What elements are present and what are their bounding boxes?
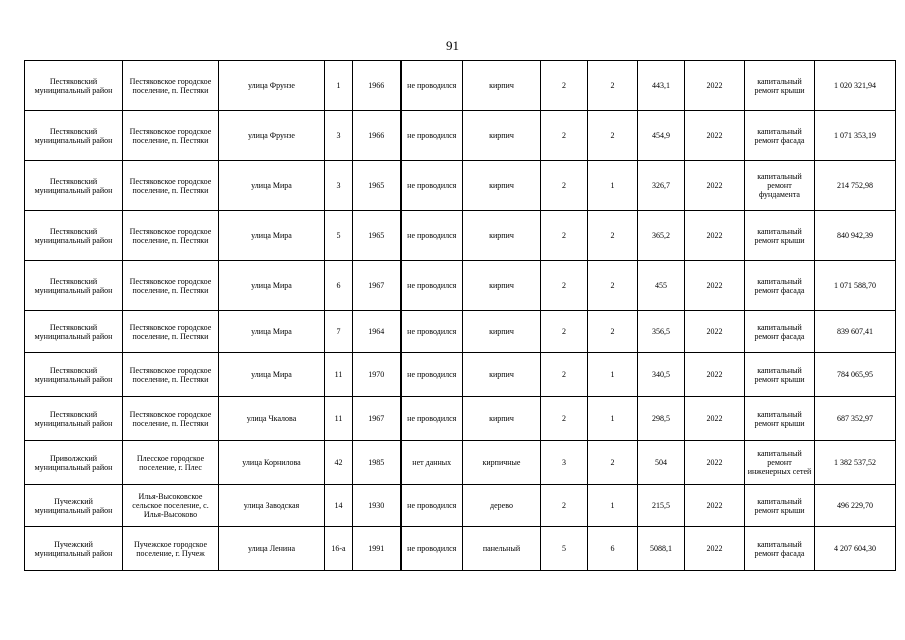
construction-year-cell: 1965 [353,211,401,261]
area-cell: 443,1 [638,61,685,111]
table-row [25,353,896,397]
plan-year-cell: 2022 [685,441,745,485]
district-cell: Пестяковский муниципальный район [25,397,123,441]
plan-year-cell: 2022 [685,111,745,161]
house-number-cell: 11 [325,397,353,441]
district-cell: Пестяковский муниципальный район [25,311,123,353]
floors-cell: 2 [541,161,588,211]
cost-cell: 1 382 537,52 [815,441,896,485]
entrances-cell: 2 [588,441,638,485]
district-cell: Пучежский муниципальный район [25,527,123,571]
settlement-cell: Пучежское городское поселение, г. Пучеж [123,527,219,571]
work-type-cell: капитальный ремонт инженерных сетей [745,441,815,485]
district-cell: Пучежский муниципальный район [25,485,123,527]
street-cell: улица Мира [219,311,325,353]
settlement-cell: Плесское городское поселение, г. Плес [123,441,219,485]
work-type-cell: капитальный ремонт фасада [745,527,815,571]
construction-year-cell: 1970 [353,353,401,397]
table-row [25,211,896,261]
table-row [25,161,896,211]
plan-year-cell: 2022 [685,161,745,211]
floors-cell: 2 [541,311,588,353]
entrances-cell: 2 [588,61,638,111]
wall-material-cell: панельный [463,527,541,571]
area-cell: 326,7 [638,161,685,211]
work-type-cell: капитальный ремонт крыши [745,61,815,111]
house-number-cell: 42 [325,441,353,485]
entrances-cell: 2 [588,211,638,261]
last-repair-cell: не проводился [401,311,463,353]
settlement-cell: Пестяковское городское поселение, п. Пестяки [123,161,219,211]
street-cell: улица Фрунзе [219,61,325,111]
wall-material-cell: кирпич [463,61,541,111]
cost-cell: 687 352,97 [815,397,896,441]
house-number-cell: 3 [325,161,353,211]
floors-cell: 3 [541,441,588,485]
table-row [25,311,896,353]
last-repair-cell: не проводился [401,527,463,571]
housing-repair-table [24,60,896,571]
wall-material-cell: кирпич [463,261,541,311]
work-type-cell: капитальный ремонт крыши [745,211,815,261]
construction-year-cell: 1966 [353,61,401,111]
entrances-cell: 1 [588,485,638,527]
street-cell: улица Фрунзе [219,111,325,161]
construction-year-cell: 1964 [353,311,401,353]
table-row [25,485,896,527]
floors-cell: 2 [541,211,588,261]
wall-material-cell: дерево [463,485,541,527]
floors-cell: 2 [541,111,588,161]
area-cell: 298,5 [638,397,685,441]
cost-cell: 840 942,39 [815,211,896,261]
work-type-cell: капитальный ремонт фасада [745,311,815,353]
cost-cell: 839 607,41 [815,311,896,353]
area-cell: 365,2 [638,211,685,261]
plan-year-cell: 2022 [685,397,745,441]
plan-year-cell: 2022 [685,485,745,527]
table-row [25,261,896,311]
area-cell: 215,5 [638,485,685,527]
table-row [25,61,896,111]
house-number-cell: 5 [325,211,353,261]
cost-cell: 1 020 321,94 [815,61,896,111]
area-cell: 356,5 [638,311,685,353]
settlement-cell: Пестяковское городское поселение, п. Пестяки [123,61,219,111]
area-cell: 340,5 [638,353,685,397]
district-cell: Пестяковский муниципальный район [25,161,123,211]
work-type-cell: капитальный ремонт фасада [745,261,815,311]
last-repair-cell: нет данных [401,441,463,485]
plan-year-cell: 2022 [685,211,745,261]
construction-year-cell: 1967 [353,261,401,311]
area-cell: 5088,1 [638,527,685,571]
plan-year-cell: 2022 [685,311,745,353]
entrances-cell: 2 [588,261,638,311]
construction-year-cell: 1985 [353,441,401,485]
house-number-cell: 3 [325,111,353,161]
street-cell: улица Мира [219,161,325,211]
street-cell: улица Мира [219,261,325,311]
house-number-cell: 16-а [325,527,353,571]
entrances-cell: 2 [588,111,638,161]
plan-year-cell: 2022 [685,261,745,311]
cost-cell: 496 229,70 [815,485,896,527]
cost-cell: 784 065,95 [815,353,896,397]
construction-year-cell: 1966 [353,111,401,161]
district-cell: Пестяковский муниципальный район [25,211,123,261]
work-type-cell: капитальный ремонт фасада [745,111,815,161]
house-number-cell: 7 [325,311,353,353]
work-type-cell: капитальный ремонт крыши [745,397,815,441]
floors-cell: 2 [541,485,588,527]
house-number-cell: 11 [325,353,353,397]
table-body [25,61,896,571]
last-repair-cell: не проводился [401,261,463,311]
street-cell: улица Заводская [219,485,325,527]
last-repair-cell: не проводился [401,111,463,161]
work-type-cell: капитальный ремонт крыши [745,353,815,397]
table-row [25,111,896,161]
wall-material-cell: кирпич [463,211,541,261]
construction-year-cell: 1967 [353,397,401,441]
entrances-cell: 6 [588,527,638,571]
cost-cell: 1 071 588,70 [815,261,896,311]
wall-material-cell: кирпич [463,161,541,211]
work-type-cell: капитальный ремонт фундамента [745,161,815,211]
floors-cell: 2 [541,353,588,397]
settlement-cell: Пестяковское городское поселение, п. Пестяки [123,111,219,161]
settlement-cell: Пестяковское городское поселение, п. Пестяки [123,211,219,261]
settlement-cell: Пестяковское городское поселение, п. Пестяки [123,397,219,441]
district-cell: Пестяковский муниципальный район [25,61,123,111]
last-repair-cell: не проводился [401,353,463,397]
street-cell: улица Ленина [219,527,325,571]
cost-cell: 4 207 604,30 [815,527,896,571]
construction-year-cell: 1991 [353,527,401,571]
floors-cell: 2 [541,397,588,441]
wall-material-cell: кирпич [463,397,541,441]
wall-material-cell: кирпич [463,311,541,353]
street-cell: улица Корнилова [219,441,325,485]
table-row [25,397,896,441]
table-row [25,441,896,485]
plan-year-cell: 2022 [685,61,745,111]
area-cell: 504 [638,441,685,485]
area-cell: 454,9 [638,111,685,161]
settlement-cell: Пестяковское городское поселение, п. Пестяки [123,311,219,353]
settlement-cell: Пестяковское городское поселение, п. Пестяки [123,353,219,397]
floors-cell: 2 [541,61,588,111]
plan-year-cell: 2022 [685,353,745,397]
cost-cell: 214 752,98 [815,161,896,211]
house-number-cell: 14 [325,485,353,527]
district-cell: Приволжский муниципальный район [25,441,123,485]
wall-material-cell: кирпичные [463,441,541,485]
street-cell: улица Мира [219,211,325,261]
wall-material-cell: кирпич [463,353,541,397]
last-repair-cell: не проводился [401,161,463,211]
house-number-cell: 1 [325,61,353,111]
street-cell: улица Мира [219,353,325,397]
district-cell: Пестяковский муниципальный район [25,353,123,397]
wall-material-cell: кирпич [463,111,541,161]
floors-cell: 5 [541,527,588,571]
work-type-cell: капитальный ремонт крыши [745,485,815,527]
settlement-cell: Илья-Высоковское сельское поселение, с. Илья-Высоково [123,485,219,527]
table-row [25,527,896,571]
page-number: 91 [446,38,459,53]
settlement-cell: Пестяковское городское поселение, п. Пестяки [123,261,219,311]
house-number-cell: 6 [325,261,353,311]
entrances-cell: 1 [588,353,638,397]
cost-cell: 1 071 353,19 [815,111,896,161]
entrances-cell: 1 [588,397,638,441]
district-cell: Пестяковский муниципальный район [25,111,123,161]
construction-year-cell: 1965 [353,161,401,211]
last-repair-cell: не проводился [401,61,463,111]
district-cell: Пестяковский муниципальный район [25,261,123,311]
street-cell: улица Чкалова [219,397,325,441]
floors-cell: 2 [541,261,588,311]
entrances-cell: 1 [588,161,638,211]
construction-year-cell: 1930 [353,485,401,527]
last-repair-cell: не проводился [401,485,463,527]
last-repair-cell: не проводился [401,397,463,441]
last-repair-cell: не проводился [401,211,463,261]
plan-year-cell: 2022 [685,527,745,571]
entrances-cell: 2 [588,311,638,353]
area-cell: 455 [638,261,685,311]
